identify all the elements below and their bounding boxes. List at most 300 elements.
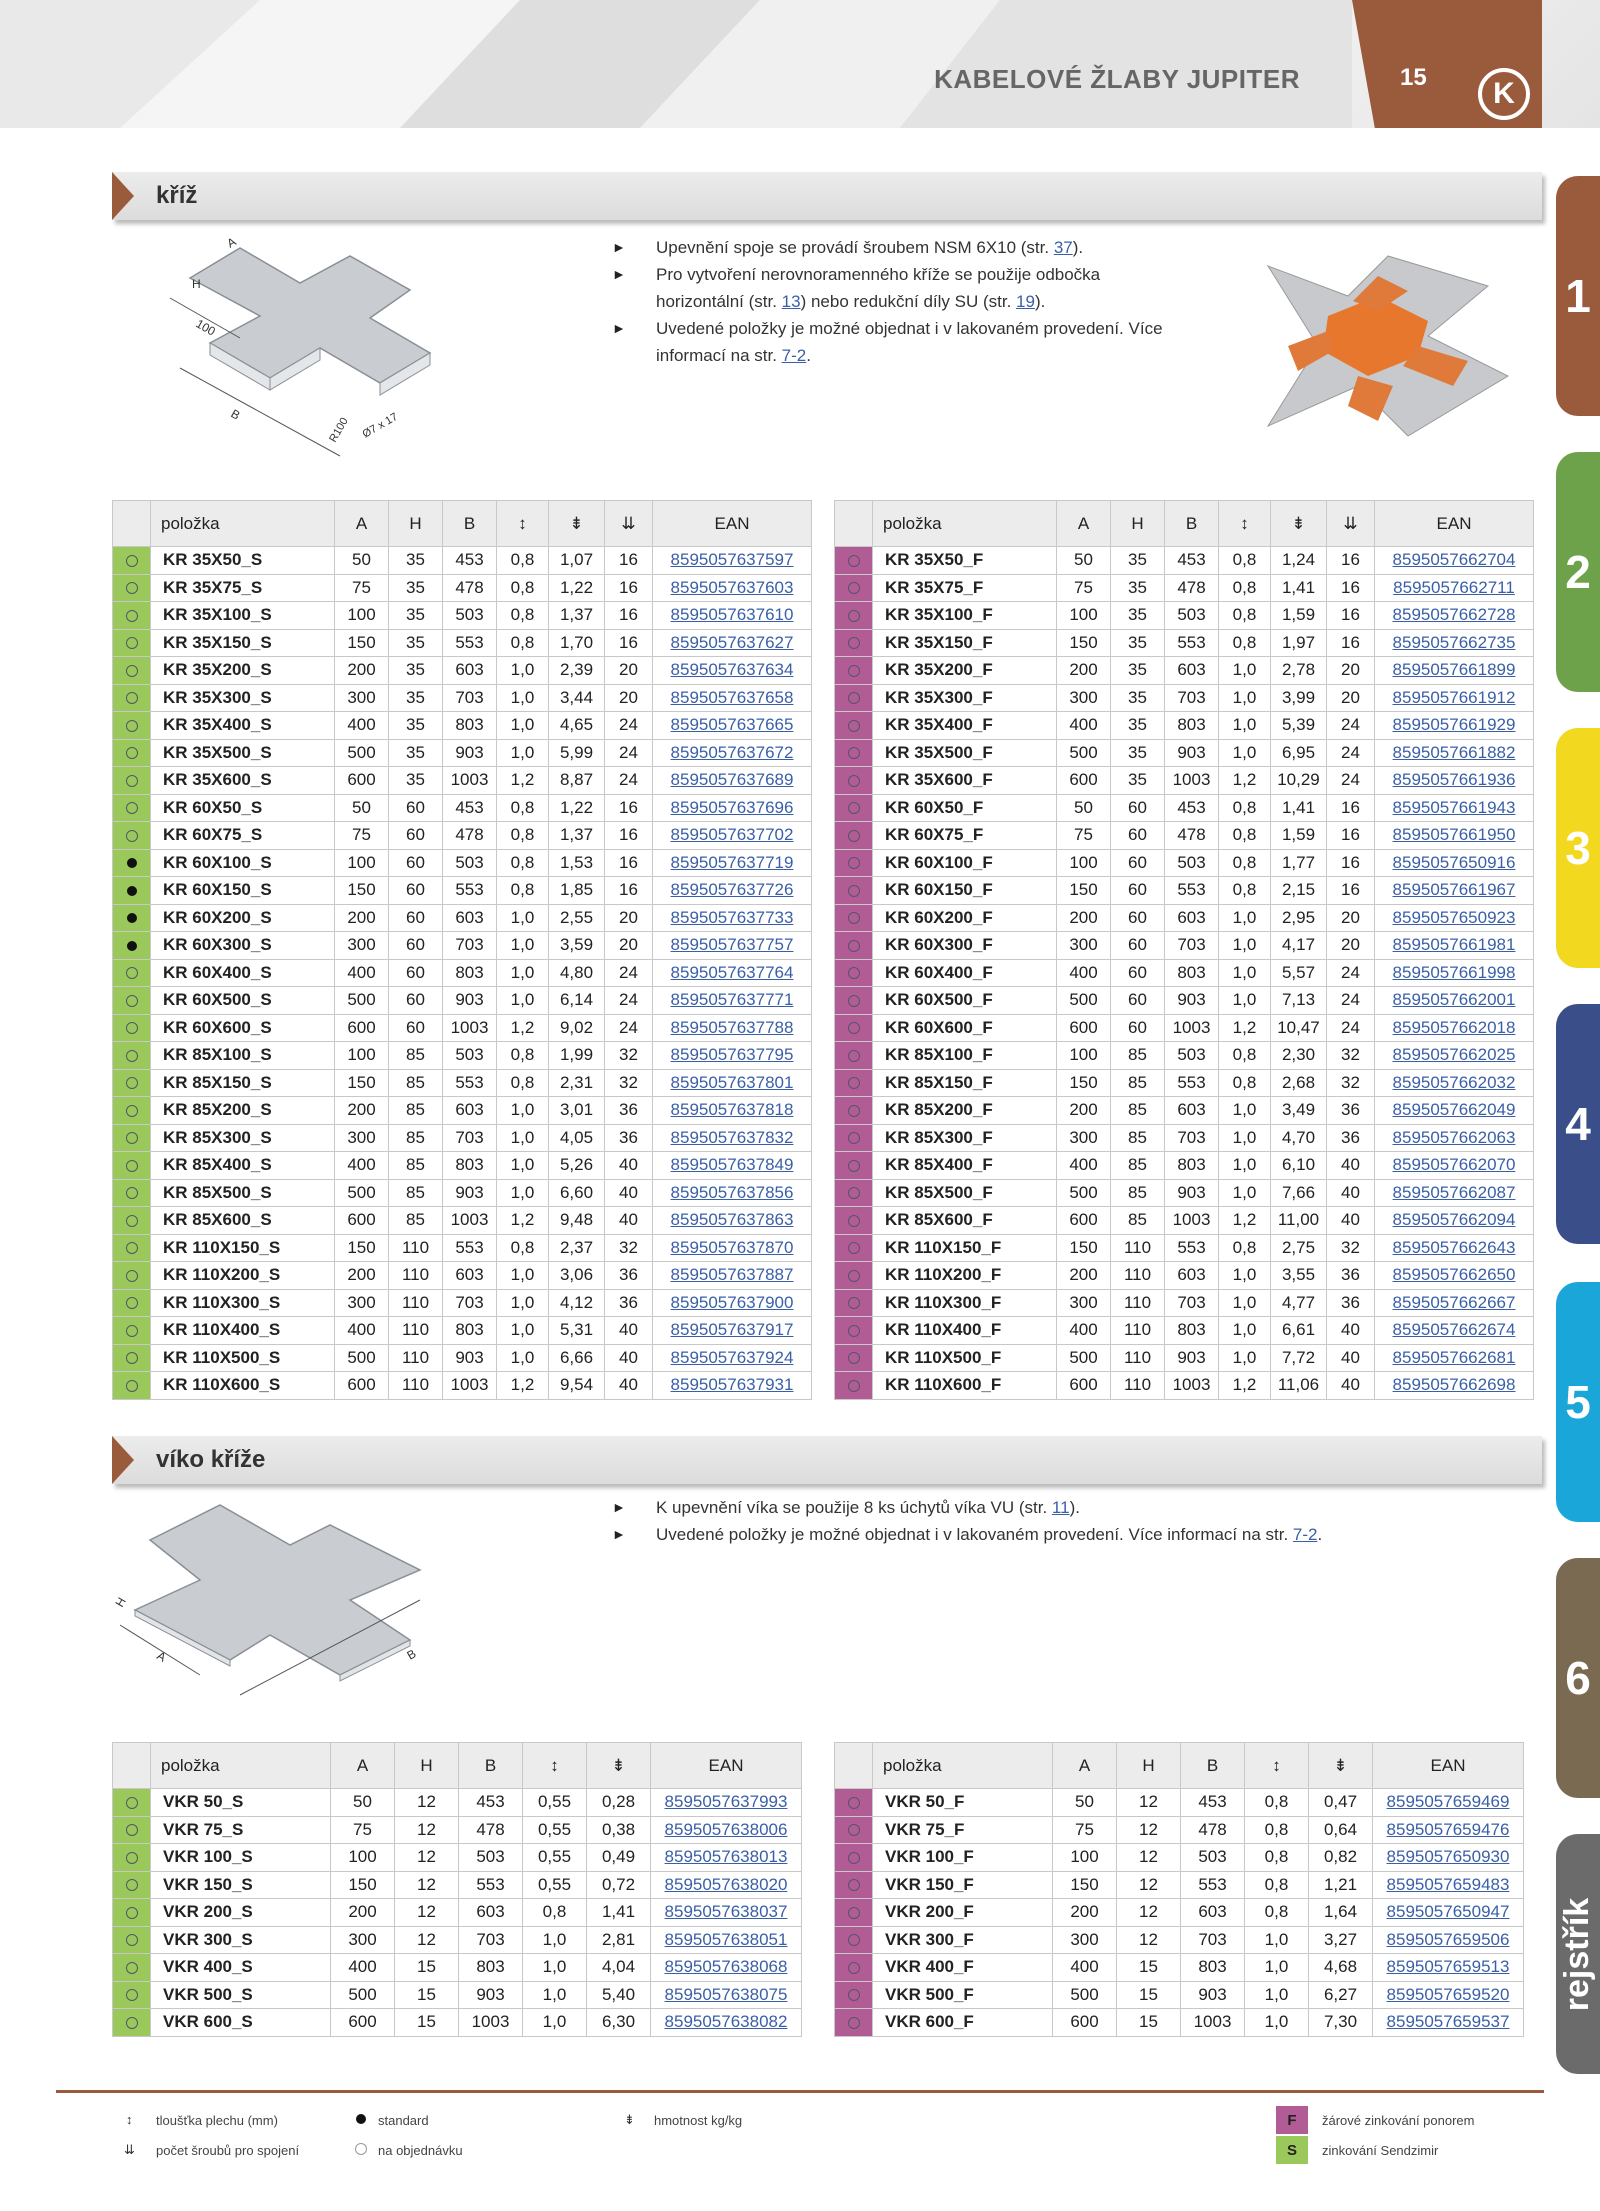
table-cell: 35 bbox=[389, 547, 443, 575]
table-cell: 110 bbox=[1111, 1344, 1165, 1372]
col-header: položka bbox=[151, 501, 335, 547]
table-row bbox=[113, 1289, 812, 1317]
table-cell: 75 bbox=[335, 822, 389, 850]
table-cell: 500 bbox=[1057, 987, 1111, 1015]
ean-link[interactable]: 8595057637764 bbox=[653, 959, 812, 987]
page-link[interactable]: 7-2 bbox=[1292, 1525, 1318, 1544]
table-cell: 150 bbox=[335, 877, 389, 905]
ean-link[interactable]: 8595057637733 bbox=[653, 904, 812, 932]
table-row bbox=[835, 1844, 1524, 1872]
ean-link[interactable]: 8595057637726 bbox=[653, 877, 812, 905]
ean-link[interactable]: 8595057637658 bbox=[653, 684, 812, 712]
ean-link[interactable]: 8595057661943 bbox=[1375, 794, 1534, 822]
ean-link[interactable]: 8595057637597 bbox=[653, 547, 812, 575]
section-header-cross bbox=[112, 172, 1542, 220]
table-cell: 1,2 bbox=[497, 1207, 549, 1235]
legend-s-swatch: S bbox=[1276, 2136, 1308, 2164]
table-cell: 24 bbox=[1327, 739, 1375, 767]
table-cell: 6,30 bbox=[587, 2009, 651, 2037]
product-code: KR 35X100_S bbox=[151, 602, 335, 630]
ean-link[interactable]: 8595057638020 bbox=[651, 1871, 802, 1899]
ean-link[interactable]: 8595057637870 bbox=[653, 1234, 812, 1262]
table-cell: 453 bbox=[1181, 1789, 1245, 1817]
table-cell: 150 bbox=[331, 1871, 395, 1899]
table-cell: 16 bbox=[605, 794, 653, 822]
ean-link[interactable]: 8595057637917 bbox=[653, 1317, 812, 1345]
product-code: KR 35X600_F bbox=[873, 767, 1057, 795]
table-cell: 1003 bbox=[1165, 1014, 1219, 1042]
table-cell: 703 bbox=[1165, 932, 1219, 960]
table-cell: 12 bbox=[1117, 1926, 1181, 1954]
table-cell: 60 bbox=[1111, 822, 1165, 850]
clock-icon bbox=[126, 1907, 138, 1919]
table-cell: 803 bbox=[1165, 1317, 1219, 1345]
ean-link[interactable]: 8595057637887 bbox=[653, 1262, 812, 1290]
table-cell: 20 bbox=[1327, 684, 1375, 712]
cross-table-s bbox=[112, 500, 812, 1400]
table-cell: 9,02 bbox=[549, 1014, 605, 1042]
ean-link[interactable]: 8595057661882 bbox=[1375, 739, 1534, 767]
table-cell: 400 bbox=[1057, 1317, 1111, 1345]
product-code: KR 60X200_S bbox=[151, 904, 335, 932]
table-cell: 20 bbox=[1327, 904, 1375, 932]
table-cell: 4,17 bbox=[1271, 932, 1327, 960]
table-cell: 0,8 bbox=[1245, 1899, 1309, 1927]
table-cell: 24 bbox=[1327, 987, 1375, 1015]
table-cell: 1,0 bbox=[1219, 684, 1271, 712]
product-code: KR 110X300_S bbox=[151, 1289, 335, 1317]
table-cell: 1,2 bbox=[1219, 767, 1271, 795]
table-row bbox=[835, 547, 1534, 575]
clock-icon bbox=[848, 1160, 860, 1172]
table-cell: 0,28 bbox=[587, 1789, 651, 1817]
table-cell: 553 bbox=[443, 1234, 497, 1262]
table-cell: 2,81 bbox=[587, 1926, 651, 1954]
ean-link[interactable]: 8595057637696 bbox=[653, 794, 812, 822]
ean-link[interactable]: 8595057662643 bbox=[1375, 1234, 1534, 1262]
table-cell: 500 bbox=[1057, 1179, 1111, 1207]
table-cell: 200 bbox=[331, 1899, 395, 1927]
table-cell: 2,39 bbox=[549, 657, 605, 685]
ean-link[interactable]: 8595057662063 bbox=[1375, 1124, 1534, 1152]
table-cell: 3,49 bbox=[1271, 1097, 1327, 1125]
table-cell: 2,75 bbox=[1271, 1234, 1327, 1262]
ean-link[interactable]: 8595057637665 bbox=[653, 712, 812, 740]
ean-link[interactable]: 8595057662681 bbox=[1375, 1344, 1534, 1372]
clock-icon bbox=[848, 1105, 860, 1117]
table-cell: 32 bbox=[1327, 1234, 1375, 1262]
ean-link[interactable]: 8595057661936 bbox=[1375, 767, 1534, 795]
product-code: VKR 200_S bbox=[151, 1899, 331, 1927]
page-number: 15 bbox=[1400, 64, 1427, 91]
ean-link[interactable]: 8595057637702 bbox=[653, 822, 812, 850]
table-cell: 400 bbox=[1057, 959, 1111, 987]
table-cell: 553 bbox=[1165, 1234, 1219, 1262]
product-code: KR 35X75_S bbox=[151, 574, 335, 602]
table-cell: 50 bbox=[1057, 794, 1111, 822]
ean-link[interactable]: 8595057637719 bbox=[653, 849, 812, 877]
product-code: KR 60X200_F bbox=[873, 904, 1057, 932]
product-code: KR 110X500_S bbox=[151, 1344, 335, 1372]
page-link[interactable]: 19 bbox=[1016, 292, 1035, 311]
svg-text:A: A bbox=[224, 234, 239, 251]
tab-chapter-5[interactable]: 5 bbox=[1556, 1282, 1600, 1522]
ean-link[interactable]: 8595057637993 bbox=[651, 1789, 802, 1817]
table-row bbox=[113, 822, 812, 850]
table-cell: 1,0 bbox=[1245, 2009, 1309, 2037]
ean-link[interactable]: 8595057659513 bbox=[1373, 1954, 1524, 1982]
product-code: KR 35X500_F bbox=[873, 739, 1057, 767]
screws-icon: ⇊ bbox=[1327, 501, 1375, 547]
product-code: KR 85X100_S bbox=[151, 1042, 335, 1070]
table-cell: 500 bbox=[1057, 739, 1111, 767]
ean-link[interactable]: 8595057661967 bbox=[1375, 877, 1534, 905]
tab-chapter-6[interactable]: 6 bbox=[1556, 1558, 1600, 1798]
table-cell: 703 bbox=[443, 1124, 497, 1152]
ean-link[interactable]: 8595057662698 bbox=[1375, 1372, 1534, 1400]
ean-link[interactable]: 8595057659469 bbox=[1373, 1789, 1524, 1817]
table-cell: 50 bbox=[1053, 1789, 1117, 1817]
table-row bbox=[113, 657, 812, 685]
table-cell: 16 bbox=[1327, 629, 1375, 657]
cross-product-photo bbox=[1228, 236, 1528, 456]
tab-chapter-4[interactable]: 4 bbox=[1556, 1004, 1600, 1244]
table-cell: 3,55 bbox=[1271, 1262, 1327, 1290]
clock-icon bbox=[848, 1352, 860, 1364]
ean-link[interactable]: 8595057637856 bbox=[653, 1179, 812, 1207]
table-cell: 5,31 bbox=[549, 1317, 605, 1345]
table-cell: 600 bbox=[331, 2009, 395, 2037]
table-cell: 1,0 bbox=[523, 1954, 587, 1982]
svg-text:B: B bbox=[228, 406, 243, 423]
ean-link[interactable]: 8595057661998 bbox=[1375, 959, 1534, 987]
ean-link[interactable]: 8595057638006 bbox=[651, 1816, 802, 1844]
ean-link[interactable]: 8595057662001 bbox=[1375, 987, 1534, 1015]
ean-link[interactable]: 8595057650916 bbox=[1375, 849, 1534, 877]
table-cell: 803 bbox=[1165, 959, 1219, 987]
table-cell: 35 bbox=[389, 602, 443, 630]
table-row bbox=[113, 987, 812, 1015]
clock-icon bbox=[848, 1215, 860, 1227]
product-code: VKR 100_S bbox=[151, 1844, 331, 1872]
ean-link[interactable]: 8595057637757 bbox=[653, 932, 812, 960]
clock-legend-icon bbox=[355, 2143, 367, 2155]
table-cell: 60 bbox=[389, 849, 443, 877]
table-row bbox=[113, 547, 812, 575]
svg-text:H: H bbox=[112, 1594, 129, 1610]
table-cell: 85 bbox=[389, 1097, 443, 1125]
product-code: KR 85X600_S bbox=[151, 1207, 335, 1235]
table-cell: 0,47 bbox=[1309, 1789, 1373, 1817]
ean-link[interactable]: 8595057659537 bbox=[1373, 2009, 1524, 2037]
ean-link[interactable]: 8595057662018 bbox=[1375, 1014, 1534, 1042]
product-code: VKR 600_F bbox=[873, 2009, 1053, 2037]
ean-link[interactable]: 8595057661912 bbox=[1375, 684, 1534, 712]
table-row bbox=[113, 1262, 812, 1290]
ean-link[interactable]: 8595057659520 bbox=[1373, 1981, 1524, 2009]
clock-icon bbox=[126, 747, 138, 759]
ean-link[interactable]: 8595057637610 bbox=[653, 602, 812, 630]
table-cell: 4,05 bbox=[549, 1124, 605, 1152]
table-cell: 1,0 bbox=[1219, 1124, 1271, 1152]
table-cell: 40 bbox=[605, 1179, 653, 1207]
ean-link[interactable]: 8595057662049 bbox=[1375, 1097, 1534, 1125]
page-link[interactable]: 11 bbox=[1051, 1498, 1070, 1517]
ean-link[interactable]: 8595057662667 bbox=[1375, 1289, 1534, 1317]
svg-text:Ø7 x 17: Ø7 x 17 bbox=[360, 410, 400, 441]
table-cell: 503 bbox=[443, 602, 497, 630]
table-cell: 600 bbox=[335, 1207, 389, 1235]
ean-link[interactable]: 8595057637771 bbox=[653, 987, 812, 1015]
col-header: položka bbox=[873, 501, 1057, 547]
table-cell: 553 bbox=[443, 1069, 497, 1097]
ean-link[interactable]: 8595057637849 bbox=[653, 1152, 812, 1180]
legend-s-text: zinkování Sendzimir bbox=[1322, 2143, 1439, 2158]
table-cell: 500 bbox=[335, 1344, 389, 1372]
table-cell: 36 bbox=[605, 1289, 653, 1317]
ean-link[interactable]: 8595057659506 bbox=[1373, 1926, 1524, 1954]
ean-link[interactable]: 8595057637832 bbox=[653, 1124, 812, 1152]
table-cell: 600 bbox=[335, 1014, 389, 1042]
table-cell: 903 bbox=[443, 739, 497, 767]
cross-table-f bbox=[834, 500, 1534, 1400]
table-cell: 1,2 bbox=[497, 1014, 549, 1042]
table-cell: 40 bbox=[1327, 1207, 1375, 1235]
note-item: ► Uvedené položky je možné objednat i v lakovaném provedení. Více informací na str. 7-2. bbox=[612, 1521, 1512, 1548]
table-row bbox=[835, 794, 1534, 822]
table-cell: 60 bbox=[1111, 987, 1165, 1015]
page-link[interactable]: 37 bbox=[1053, 238, 1073, 257]
ean-link[interactable]: 8595057661929 bbox=[1375, 712, 1534, 740]
table-cell: 0,8 bbox=[497, 1234, 549, 1262]
page-link[interactable]: 7-2 bbox=[781, 346, 807, 365]
table-cell: 1003 bbox=[1165, 767, 1219, 795]
ean-link[interactable]: 8595057637603 bbox=[653, 574, 812, 602]
table-row bbox=[835, 657, 1534, 685]
table-row bbox=[113, 1926, 802, 1954]
table-cell: 1,0 bbox=[497, 712, 549, 740]
table-cell: 12 bbox=[1117, 1789, 1181, 1817]
table-cell: 1,0 bbox=[523, 1926, 587, 1954]
ean-link[interactable]: 8595057650923 bbox=[1375, 904, 1534, 932]
section-title-cross: kříž bbox=[156, 182, 198, 209]
table-cell: 200 bbox=[335, 657, 389, 685]
table-cell: 100 bbox=[335, 1042, 389, 1070]
ean-link[interactable]: 8595057637795 bbox=[653, 1042, 812, 1070]
table-cell: 32 bbox=[1327, 1042, 1375, 1070]
table-cell: 1,77 bbox=[1271, 849, 1327, 877]
thickness-icon: ↕ bbox=[497, 501, 549, 547]
table-cell: 803 bbox=[459, 1954, 523, 1982]
product-code: KR 85X300_S bbox=[151, 1124, 335, 1152]
table-cell: 40 bbox=[605, 1152, 653, 1180]
table-cell: 1,24 bbox=[1271, 547, 1327, 575]
table-cell: 1003 bbox=[443, 1014, 497, 1042]
ean-link[interactable]: 8595057638075 bbox=[651, 1981, 802, 2009]
ean-link[interactable]: 8595057661899 bbox=[1375, 657, 1534, 685]
table-cell: 150 bbox=[1057, 1069, 1111, 1097]
table-cell: 36 bbox=[1327, 1289, 1375, 1317]
table-cell: 35 bbox=[1111, 629, 1165, 657]
ean-link[interactable]: 8595057638037 bbox=[651, 1899, 802, 1927]
table-row bbox=[113, 1954, 802, 1982]
tab-index[interactable]: rejstřík bbox=[1556, 1834, 1600, 2074]
ean-link[interactable]: 8595057662650 bbox=[1375, 1262, 1534, 1290]
table-cell: 803 bbox=[443, 959, 497, 987]
table-cell: 903 bbox=[1165, 739, 1219, 767]
table-cell: 2,15 bbox=[1271, 877, 1327, 905]
table-cell: 150 bbox=[335, 629, 389, 657]
ean-link[interactable]: 8595057637818 bbox=[653, 1097, 812, 1125]
clock-icon bbox=[126, 1962, 138, 1974]
product-code: VKR 600_S bbox=[151, 2009, 331, 2037]
ean-link[interactable]: 8595057662032 bbox=[1375, 1069, 1534, 1097]
table-cell: 1,0 bbox=[497, 987, 549, 1015]
ean-link[interactable]: 8595057638068 bbox=[651, 1954, 802, 1982]
table-cell: 500 bbox=[335, 1179, 389, 1207]
thickness-icon: ↕ bbox=[1245, 1743, 1309, 1789]
ean-link[interactable]: 8595057661950 bbox=[1375, 822, 1534, 850]
ean-link[interactable]: 8595057637931 bbox=[653, 1372, 812, 1400]
ean-link[interactable]: 8595057637863 bbox=[653, 1207, 812, 1235]
ean-link[interactable]: 8595057637801 bbox=[653, 1069, 812, 1097]
ean-link[interactable]: 8595057637634 bbox=[653, 657, 812, 685]
table-cell: 1,0 bbox=[1219, 959, 1271, 987]
col-header: H bbox=[389, 501, 443, 547]
ean-link[interactable]: 8595057662094 bbox=[1375, 1207, 1534, 1235]
ean-link[interactable]: 8595057662711 bbox=[1375, 574, 1534, 602]
product-code: KR 60X100_F bbox=[873, 849, 1057, 877]
table-cell: 0,8 bbox=[1219, 602, 1271, 630]
table-cell: 1,0 bbox=[497, 1179, 549, 1207]
weight-icon: ⇟ bbox=[587, 1743, 651, 1789]
cover-table-f bbox=[834, 1742, 1524, 2037]
ean-link[interactable]: 8595057638013 bbox=[651, 1844, 802, 1872]
table-cell: 60 bbox=[389, 794, 443, 822]
clock-icon bbox=[848, 582, 860, 594]
table-cell: 1,0 bbox=[523, 2009, 587, 2037]
page-link[interactable]: 13 bbox=[781, 292, 801, 311]
table-cell: 1,0 bbox=[497, 684, 549, 712]
table-cell: 453 bbox=[1165, 794, 1219, 822]
table-cell: 24 bbox=[605, 712, 653, 740]
ean-link[interactable]: 8595057650947 bbox=[1373, 1899, 1524, 1927]
table-cell: 1,0 bbox=[497, 1124, 549, 1152]
tab-chapter-3[interactable]: 3 bbox=[1556, 728, 1600, 968]
ean-link[interactable]: 8595057637924 bbox=[653, 1344, 812, 1372]
ean-link[interactable]: 8595057661981 bbox=[1375, 932, 1534, 960]
product-code: VKR 150_F bbox=[873, 1871, 1053, 1899]
svg-text:A: A bbox=[154, 1648, 169, 1665]
table-cell: 2,78 bbox=[1271, 657, 1327, 685]
product-code: KR 60X400_S bbox=[151, 959, 335, 987]
table-cell: 60 bbox=[389, 822, 443, 850]
table-cell: 1003 bbox=[443, 767, 497, 795]
col-header: A bbox=[331, 1743, 395, 1789]
table-cell: 24 bbox=[1327, 712, 1375, 740]
table-cell: 60 bbox=[389, 1014, 443, 1042]
table-cell: 40 bbox=[605, 1344, 653, 1372]
table-row bbox=[113, 602, 812, 630]
table-row bbox=[113, 684, 812, 712]
table-cell: 0,8 bbox=[1219, 1042, 1271, 1070]
ean-link[interactable]: 8595057662087 bbox=[1375, 1179, 1534, 1207]
table-cell: 85 bbox=[1111, 1042, 1165, 1070]
col-header: položka bbox=[151, 1743, 331, 1789]
ean-link[interactable]: 8595057659476 bbox=[1373, 1816, 1524, 1844]
product-code: KR 35X300_S bbox=[151, 684, 335, 712]
table-cell: 1,2 bbox=[1219, 1372, 1271, 1400]
table-cell: 300 bbox=[1053, 1926, 1117, 1954]
product-code: KR 110X500_F bbox=[873, 1344, 1057, 1372]
cover-table-s bbox=[112, 1742, 802, 2037]
table-cell: 4,70 bbox=[1271, 1124, 1327, 1152]
col-header: EAN bbox=[1375, 501, 1534, 547]
ean-link[interactable]: 8595057662735 bbox=[1375, 629, 1534, 657]
ean-link[interactable]: 8595057662674 bbox=[1375, 1317, 1534, 1345]
ean-link[interactable]: 8595057637788 bbox=[653, 1014, 812, 1042]
table-cell: 0,8 bbox=[497, 629, 549, 657]
table-row bbox=[113, 574, 812, 602]
table-cell: 1,2 bbox=[1219, 1207, 1271, 1235]
table-cell: 100 bbox=[1053, 1844, 1117, 1872]
product-code: KR 110X200_S bbox=[151, 1262, 335, 1290]
table-cell: 6,14 bbox=[549, 987, 605, 1015]
table-cell: 7,66 bbox=[1271, 1179, 1327, 1207]
table-cell: 1,0 bbox=[1245, 1954, 1309, 1982]
table-cell: 110 bbox=[1111, 1317, 1165, 1345]
ean-link[interactable]: 8595057662025 bbox=[1375, 1042, 1534, 1070]
table-cell: 903 bbox=[443, 1179, 497, 1207]
table-cell: 603 bbox=[459, 1899, 523, 1927]
table-cell: 35 bbox=[1111, 684, 1165, 712]
ean-link[interactable]: 8595057662728 bbox=[1375, 602, 1534, 630]
ean-link[interactable]: 8595057662704 bbox=[1375, 547, 1534, 575]
table-row bbox=[113, 849, 812, 877]
ean-link[interactable]: 8595057662070 bbox=[1375, 1152, 1534, 1180]
clock-icon bbox=[126, 1132, 138, 1144]
ean-link[interactable]: 8595057637900 bbox=[653, 1289, 812, 1317]
table-cell: 85 bbox=[1111, 1069, 1165, 1097]
tab-chapter-1[interactable]: 1 bbox=[1556, 176, 1600, 416]
ean-link[interactable]: 8595057637672 bbox=[653, 739, 812, 767]
clock-icon bbox=[848, 967, 860, 979]
ean-link[interactable]: 8595057638082 bbox=[651, 2009, 802, 2037]
cover-notes bbox=[612, 1494, 1512, 1548]
table-cell: 553 bbox=[443, 629, 497, 657]
table-cell: 903 bbox=[459, 1981, 523, 2009]
table-cell: 1,41 bbox=[1271, 794, 1327, 822]
table-cell: 453 bbox=[1165, 547, 1219, 575]
clock-icon bbox=[126, 665, 138, 677]
tab-chapter-2[interactable]: 2 bbox=[1556, 452, 1600, 692]
table-row bbox=[835, 1152, 1534, 1180]
ean-link[interactable]: 8595057637627 bbox=[653, 629, 812, 657]
legend-f-swatch: F bbox=[1276, 2106, 1308, 2134]
table-row bbox=[113, 1344, 812, 1372]
ean-link[interactable]: 8595057650930 bbox=[1373, 1844, 1524, 1872]
table-cell: 1,0 bbox=[1245, 1926, 1309, 1954]
table-cell: 300 bbox=[331, 1926, 395, 1954]
clock-icon bbox=[848, 1934, 860, 1946]
ean-link[interactable]: 8595057659483 bbox=[1373, 1871, 1524, 1899]
ean-link[interactable]: 8595057637689 bbox=[653, 767, 812, 795]
table-cell: 0,49 bbox=[587, 1844, 651, 1872]
ean-link[interactable]: 8595057638051 bbox=[651, 1926, 802, 1954]
table-header-row bbox=[113, 501, 812, 547]
product-code: KR 60X100_S bbox=[151, 849, 335, 877]
clock-icon bbox=[126, 1050, 138, 1062]
